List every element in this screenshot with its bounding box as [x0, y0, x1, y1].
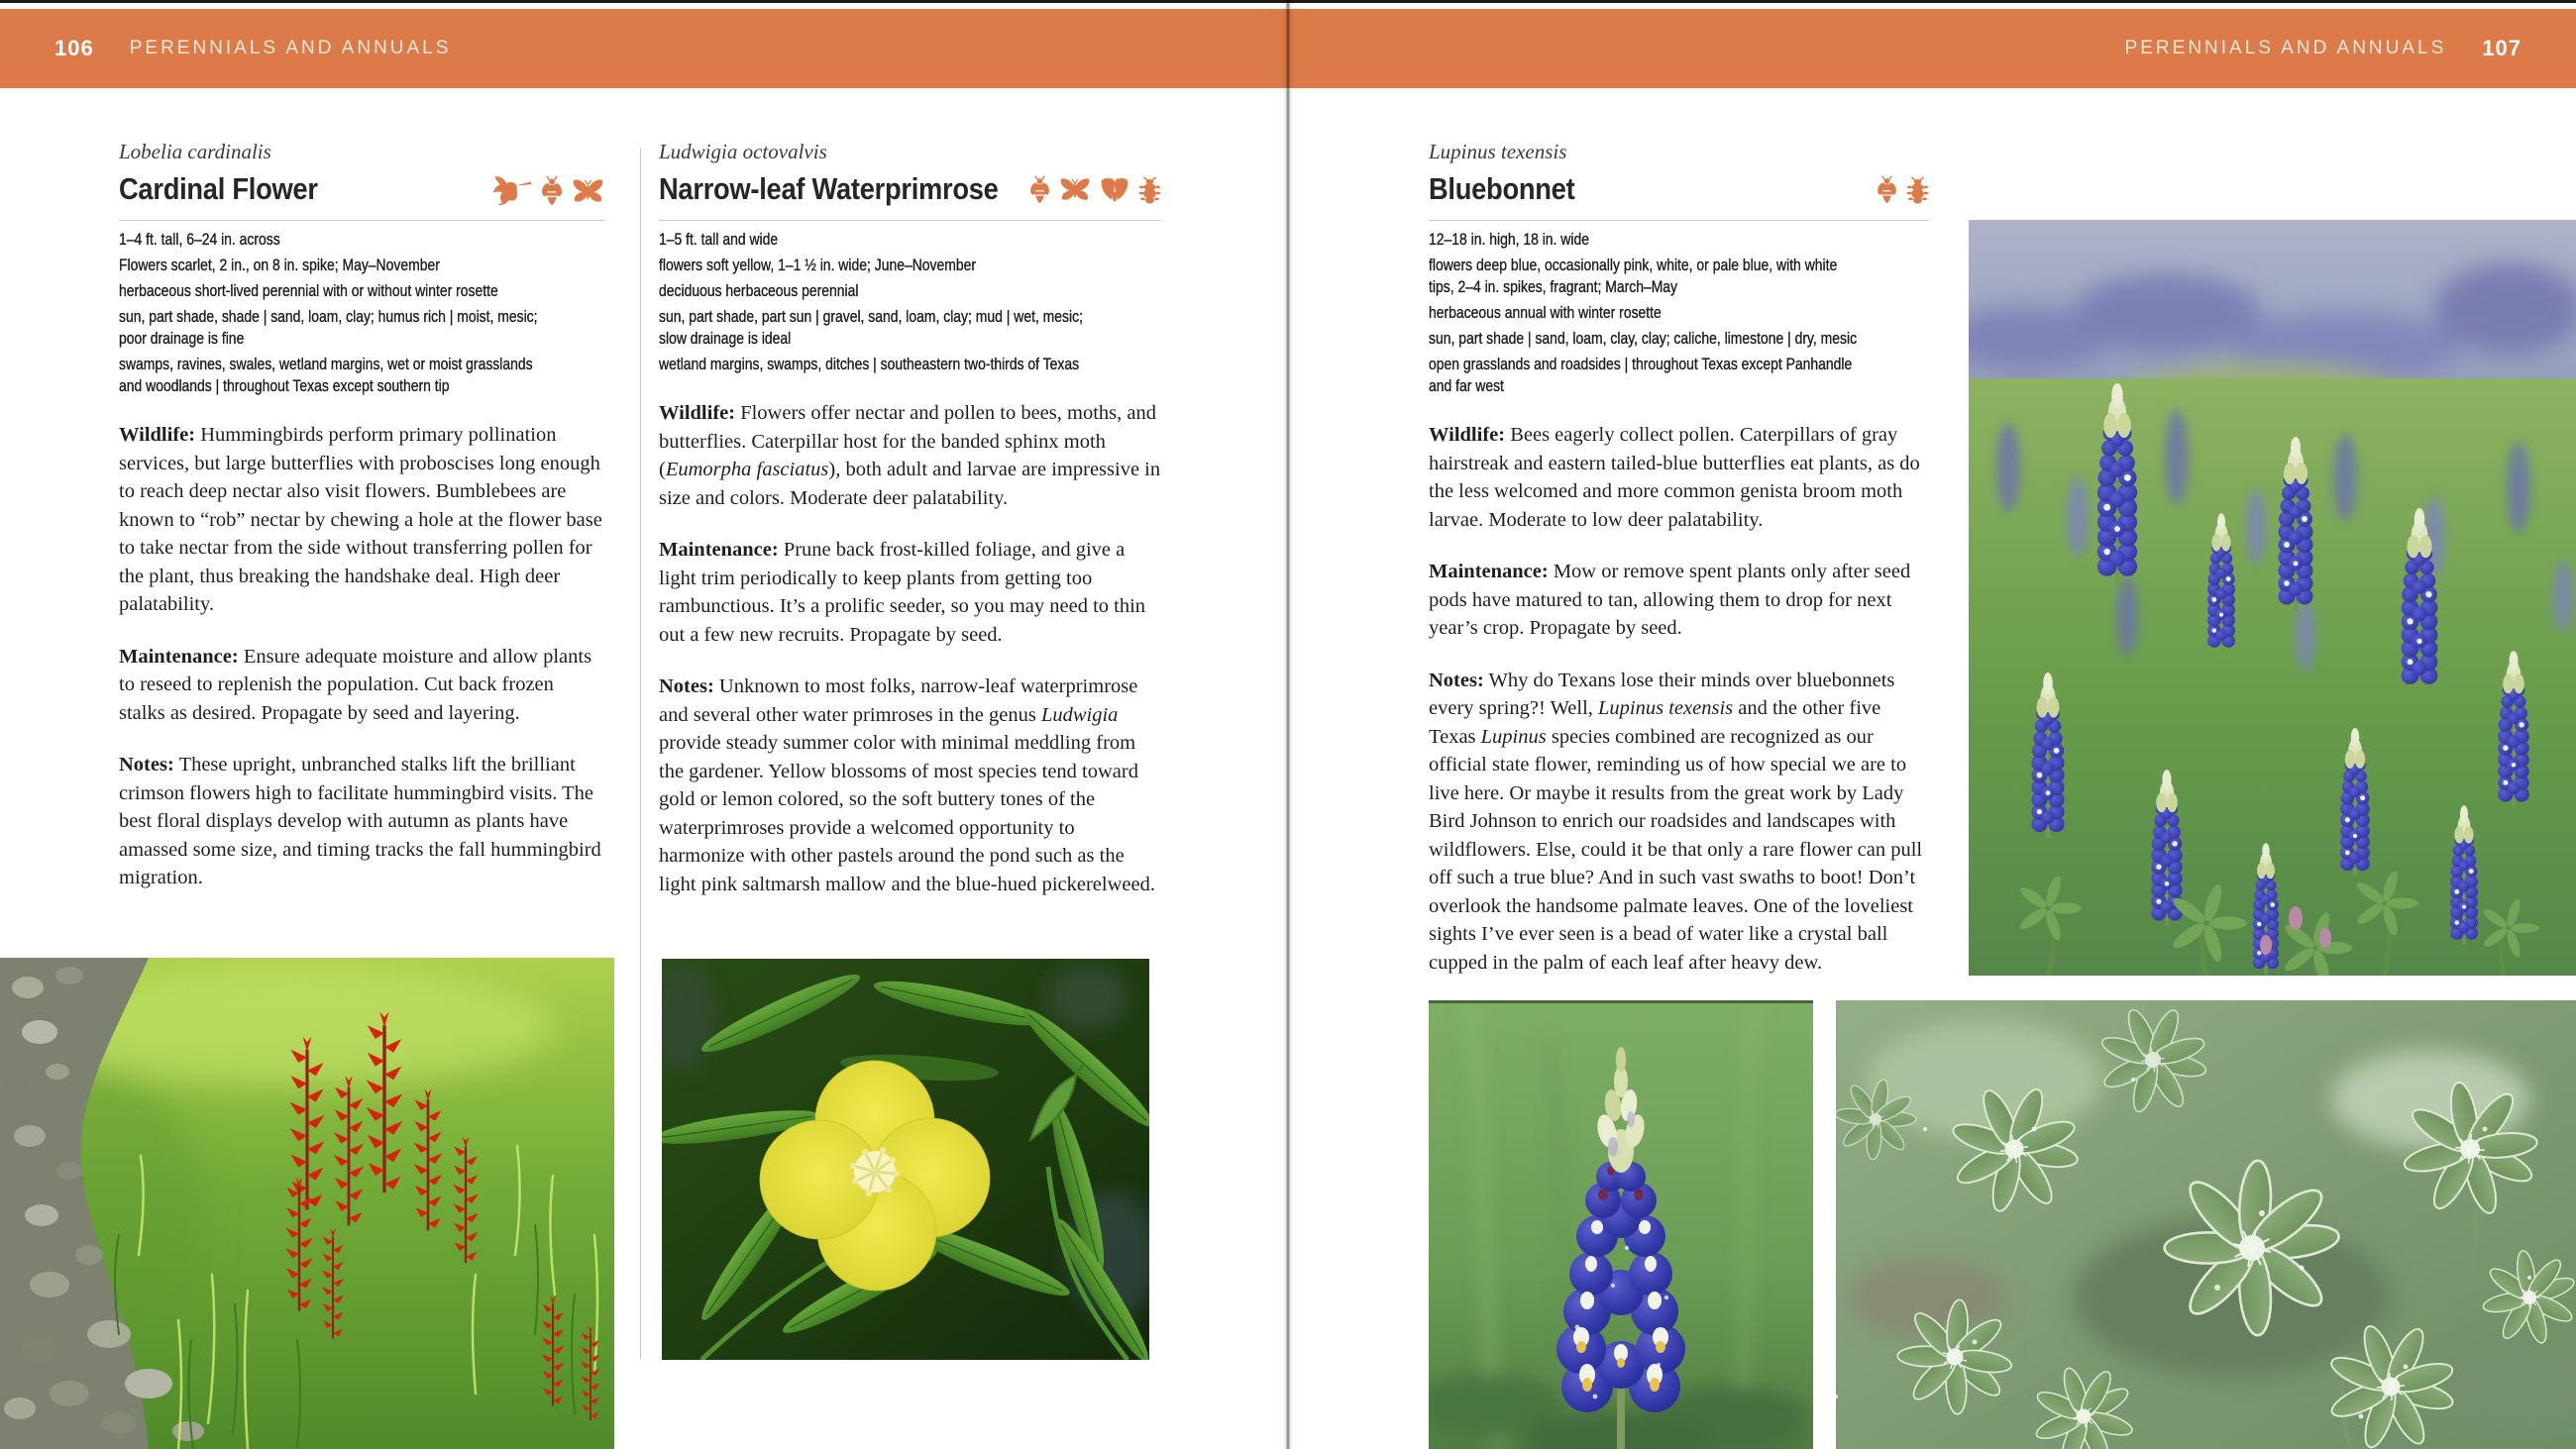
header-right — [2125, 36, 2522, 61]
spec-conditions: sun, part shade | sand, loam, clay, clay; caliche, limestone | dry, mesic — [1429, 329, 1858, 348]
bluebonnet-field-photo — [1969, 220, 2576, 976]
wildlife-text: Bees eagerly collect pollen. Caterpillars of gray hairstreak and eastern tailed-blue butterflies eat plants, as do the less welcomed and more common genista broom moth larvae. Moderate to low deer palatability. — [1429, 424, 1920, 531]
notes-paragraph — [659, 673, 1161, 898]
spec-flowers: flowers soft yellow, 1–1 ½ in. wide; June–November — [659, 256, 977, 274]
common-name: Cardinal Flower — [119, 171, 318, 206]
maintenance-paragraph — [1429, 558, 1929, 643]
spec-conditions: sun, part shade, part sun | gravel, sand, loam, clay; mud | wet, mesic; — [659, 307, 1083, 326]
wildlife-paragraph — [659, 399, 1161, 512]
notes-text: Why do Texans lose their minds over bluebonnets every spring?! Well, Lupinus texensis and the other five Texas Lupinus species combined are recognized as our official state flower, reminding us of how special we are to live here. Or maybe it results from the great work by Lady Bird Johnson to enrich our roadsides and landscapes with wildflowers. Else, could it be that only a rare flower can pull off such a true blue? And in such vast swaths to boot! Don’t overlook the handsome palmate leaves. One of the loveliest sights I’ve ever seen is a bead of water like a crystal ball cupped in the palm of each leaf after heavy dew. — [1429, 669, 1923, 974]
bluebonnet-closeup-photo — [1429, 1000, 1813, 1449]
pollinator-icons — [492, 175, 604, 206]
spec-size: 1–5 ft. tall and wide — [659, 230, 779, 249]
wildlife-label: Wildlife: — [119, 424, 196, 446]
butterfly-icon — [1059, 176, 1091, 203]
notes-text: These upright, unbranched stalks lift the brilliant crimson flowers high to facilitate hummingbird visits. The best floral displays develop with autumn as plants have amassed some size, and timing tracks the fall hummingbird migration. — [119, 754, 601, 888]
wildlife-text: Flowers offer nectar and pollen to bees, moths, and butterflies. Caterpillar host for the banded sphinx moth (Eumorpha fasciatus), both adult and larvae are impressive in size and colors. Moderate deer palatability. — [659, 402, 1161, 509]
beetle-icon — [1906, 176, 1929, 204]
page-number-right: 107 — [2482, 36, 2522, 60]
maintenance-label: Maintenance: — [119, 645, 239, 668]
species-name: Lobelia cardinalis — [119, 140, 271, 163]
page-gutter — [1283, 0, 1293, 1449]
pollinator-icons — [1877, 175, 1929, 204]
spec-conditions: sun, part shade, shade | sand, loam, clay; humus rich | moist, mesic; — [119, 307, 538, 326]
spec-list: 12–18 in. high, 18 in. wide flowers deep blue, occasionally pink, white, or pale blue, with white tips, 2–4 in. spikes, fragrant; March–May herbaceous annual with winter rosette sun, part shade | sand, loam, clay, clay; caliche, limestone | dry, mesic open grasslands and roadsides | throughout Texas except Panhandle and far west — [1429, 230, 1858, 395]
notes-label: Notes: — [659, 675, 714, 697]
section-title-right: PERENNIALS AND ANNUALS — [2124, 38, 2447, 58]
spec-size: 1–4 ft. tall, 6–24 in. across — [119, 230, 280, 249]
spec-range: wetland margins, swamps, ditches | southeastern two-thirds of Texas — [659, 355, 1080, 373]
moth-icon — [1100, 176, 1129, 203]
wildlife-paragraph — [1429, 421, 1929, 534]
title-row — [119, 168, 604, 210]
notes-paragraph — [119, 751, 604, 892]
bluebonnet-leaves-photo — [1836, 1000, 2576, 1449]
page-number-left: 106 — [54, 36, 94, 60]
wildlife-paragraph — [119, 421, 604, 619]
species-name: Ludwigia octovalvis — [659, 140, 827, 163]
spec-habit: deciduous herbaceous perennial — [659, 281, 859, 300]
title-row — [1429, 168, 1929, 210]
butterfly-icon — [572, 177, 604, 205]
column-divider — [640, 149, 641, 1359]
spec-habit: herbaceous annual with winter rosette — [1429, 303, 1662, 322]
spec-list: 1–4 ft. tall, 6–24 in. across Flowers scarlet, 2 in., on 8 in. spike; May–November herbaceous short-lived perennial with or without winter rosette sun, part shade, shade | sand, loam, clay; humus rich | moist, mesic; poor drainage is fine swamps, ravines, swales, wetland margins, wet or moist grasslands and woodlands | throughout Texas except southern tip — [119, 230, 538, 395]
spec-list: 1–5 ft. tall and wide flowers soft yellow, 1–1 ½ in. wide; June–November deciduous herbaceous perennial sun, part shade, part sun | gravel, sand, loam, clay; mud | wet, mesic; slow drainage is ideal wetland margins, swamps, ditches | southeastern two-thirds of Texas — [659, 230, 1083, 373]
notes-label: Notes: — [1429, 669, 1484, 691]
spec-habit: herbaceous short-lived perennial with or without winter rosette — [119, 281, 498, 300]
maintenance-text: Prune back frost-killed foliage, and give a light trim periodically to keep plants from getting too rambunctious. It’s a prolific seeder, so you may need to thin out a few new recruits. Propagate by seed. — [659, 539, 1146, 646]
maintenance-text: Mow or remove spent plants only after seed pods have matured to tan, allowing them to drop for next year’s crop. Propagate by seed. — [1429, 561, 1911, 639]
maintenance-text: Ensure adequate moisture and allow plants to reseed to replenish the population. Cut back frozen stalks as desired. Propagate by seed and layering. — [119, 645, 592, 724]
entry-cardinal-flower — [119, 139, 604, 892]
bee-icon — [1877, 175, 1897, 204]
notes-text: Unknown to most folks, narrow-leaf waterprimrose and several other water primroses in the genus Ludwigia provide steady summer color with minimal meddling from the gardener. Yellow blossoms of most species tend toward gold or lemon colored, so the soft buttery tones of the waterprimroses provide a welcomed opportunity to harmonize with other pastels around the pond such as the light pink saltmarsh mallow and the blue-hued pickerelweed. — [659, 675, 1155, 895]
title-row — [659, 168, 1161, 210]
spec-range: swamps, ravines, swales, wetland margins, wet or moist grasslands — [119, 355, 533, 373]
maintenance-paragraph — [119, 643, 604, 728]
header-left — [54, 36, 451, 61]
maintenance-label: Maintenance: — [659, 539, 779, 561]
entry-bluebonnet — [1429, 139, 1929, 977]
common-name: Bluebonnet — [1429, 171, 1575, 206]
spec-flowers: Flowers scarlet, 2 in., on 8 in. spike; May–November — [119, 256, 440, 274]
entry-narrowleaf-waterprimrose — [659, 139, 1161, 898]
species-name: Lupinus texensis — [1429, 140, 1567, 163]
spec-size: 12–18 in. high, 18 in. wide — [1429, 230, 1589, 249]
hummingbird-icon — [492, 175, 532, 206]
wildlife-label: Wildlife: — [659, 402, 736, 424]
section-title-left: PERENNIALS AND ANNUALS — [129, 38, 452, 58]
bee-icon — [1029, 175, 1050, 204]
title-rule — [1429, 220, 1929, 221]
bee-icon — [541, 175, 563, 206]
notes-paragraph — [1429, 667, 1929, 978]
notes-label: Notes: — [119, 754, 174, 776]
beetle-icon — [1138, 176, 1161, 204]
maintenance-label: Maintenance: — [1429, 561, 1549, 582]
title-rule — [659, 220, 1161, 221]
cardinal-flower-habit-photo — [0, 958, 614, 1449]
common-name: Narrow-leaf Waterprimrose — [659, 171, 999, 206]
waterprimrose-flower-photo — [662, 959, 1149, 1360]
wildlife-text: Hummingbirds perform primary pollination services, but large butterflies with proboscises long enough to reach deep nectar also visit flowers. Bumblebees are known to “rob” nectar by chewing a hole at the flower base to take nectar from the side without transferring pollen for the plant, thus breaking the handshake deal. High deer palatability. — [119, 424, 602, 615]
wildlife-label: Wildlife: — [1429, 424, 1506, 446]
maintenance-paragraph — [659, 536, 1161, 649]
title-rule — [119, 220, 604, 221]
pollinator-icons — [1029, 175, 1161, 204]
spec-range: open grasslands and roadsides | throughout Texas except Panhandle — [1429, 355, 1853, 373]
spec-flowers: flowers deep blue, occasionally pink, white, or pale blue, with white — [1429, 256, 1838, 274]
